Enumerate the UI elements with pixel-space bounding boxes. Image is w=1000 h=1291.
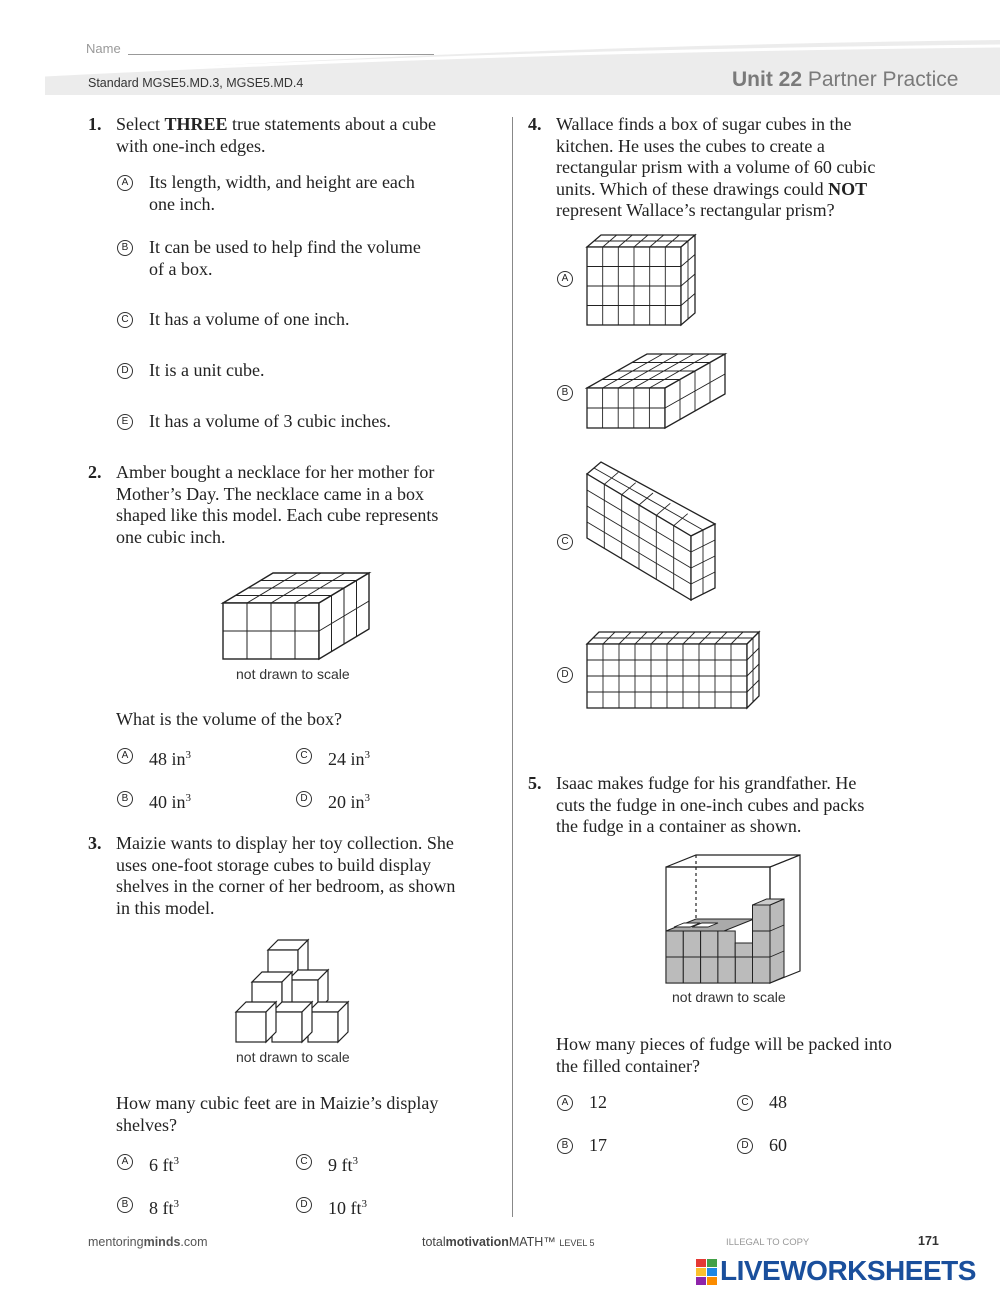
question-text: Maizie wants to display her toy collection. She uses one-foot storage cubes to build display shelves in the corner of her bedroom, as shown in this model.	[116, 833, 456, 918]
option-text: 10 $ft^3$	[328, 1198, 367, 1218]
option-letter-icon: A	[117, 1154, 133, 1170]
question-text: Isaac makes fudge for his grandfather. He cuts the fudge in one-inch cubes and packs the fudge in a container as shown.	[556, 773, 865, 836]
option-text: It has a volume of one inch.	[149, 309, 350, 329]
text-bold: THREE	[164, 114, 228, 134]
prism-d-image	[585, 630, 765, 712]
question-number: 5.	[528, 773, 542, 793]
box-model-image	[215, 565, 375, 665]
option-letter-icon: C	[117, 312, 133, 328]
option-text: 12	[589, 1092, 607, 1112]
text-part: true statements about a cube	[227, 114, 436, 134]
option-letter-icon: B	[557, 385, 573, 401]
prism-c-image	[585, 460, 720, 602]
page-number: 171	[918, 1234, 939, 1248]
question-number: 2.	[88, 462, 102, 482]
figure-caption: not drawn to scale	[672, 989, 786, 1005]
question-text: Wallace finds a box of sugar cubes in the kitchen. He uses the cubes to create a rectangular prism with a volume of 60 cubic units. Which of these drawings could NOT represent Wallace’s rectangular prism?	[556, 114, 876, 220]
footer-brand: totalmotivationMATH™ LEVEL 5	[422, 1235, 595, 1249]
option-text: Its length, width, and height are each one inch.	[149, 172, 415, 214]
name-field-line[interactable]	[128, 54, 434, 55]
option-text: 17	[589, 1135, 607, 1155]
option-letter-icon: C	[296, 748, 312, 764]
option-letter-icon: A	[557, 271, 573, 287]
option-text: 48	[769, 1092, 787, 1112]
q2-prompt: What is the volume of the box?	[116, 709, 342, 729]
question-number: 4.	[528, 114, 542, 134]
option-letter-icon: C	[296, 1154, 312, 1170]
question-text: Amber bought a necklace for her mother for Mother’s Day. The necklace came in a box shaped like this model. Each cube represents one cubic inch.	[116, 462, 439, 547]
name-label: Name	[86, 41, 121, 56]
question-text	[116, 114, 436, 157]
option-text: It can be used to help find the volume of a box.	[149, 237, 421, 279]
option-text: It has a volume of 3 cubic inches.	[149, 411, 391, 431]
option-text: 9 $ft^3$	[328, 1155, 358, 1175]
option-text: 8 $ft^3$	[149, 1198, 179, 1218]
logo-icon	[696, 1259, 718, 1285]
option-letter-icon: C	[737, 1095, 753, 1111]
prism-a-image	[585, 233, 700, 331]
option-letter-icon: D	[737, 1138, 753, 1154]
option-text: 20 $in^3$	[328, 792, 371, 812]
option-text: 60	[769, 1135, 787, 1155]
option-letter-icon: D	[117, 363, 133, 379]
q5-prompt: How many pieces of fudge will be packed into the filled container?	[556, 1034, 892, 1076]
text-part: Select	[116, 114, 165, 134]
option-text: 24 $in^3$	[328, 749, 371, 769]
option-letter-icon: D	[296, 1197, 312, 1213]
option-letter-icon: B	[117, 1197, 133, 1213]
option-letter-icon: D	[296, 791, 312, 807]
logo-text: LIVEWORKSHEETS	[720, 1255, 976, 1286]
figure-caption: not drawn to scale	[236, 666, 350, 682]
prism-b-image	[585, 352, 730, 432]
figure-caption: not drawn to scale	[236, 1049, 350, 1065]
option-text: 6 $ft^3$	[149, 1155, 179, 1175]
footer-site: mentoringminds.com	[88, 1235, 208, 1249]
liveworksheets-logo	[696, 1257, 996, 1287]
option-letter-icon: B	[117, 791, 133, 807]
column-divider	[512, 117, 513, 1217]
question-number: 3.	[88, 833, 102, 853]
option-letter-icon: C	[557, 534, 573, 550]
option-text: It is a unit cube.	[149, 360, 265, 380]
option-letter-icon: D	[557, 667, 573, 683]
option-letter-icon: A	[557, 1095, 573, 1111]
fudge-container-image	[660, 853, 805, 989]
q3-prompt: How many cubic feet are in Maizie’s display shelves?	[116, 1093, 439, 1135]
option-letter-icon: B	[117, 240, 133, 256]
unit-number: Unit 22	[732, 68, 803, 91]
option-letter-icon: A	[117, 175, 133, 191]
unit-title	[732, 68, 958, 92]
unit-subtitle: Partner Practice	[807, 68, 959, 91]
option-text: 40 $in^3$	[149, 792, 192, 812]
standard-label: Standard MGSE5.MD.3, MGSE5.MD.4	[88, 76, 304, 90]
text-part: with one-inch edges.	[116, 135, 266, 156]
stacked-cubes-image	[230, 936, 360, 1046]
footer-illegal: ILLEGAL TO COPY	[726, 1237, 810, 1248]
question-number: 1.	[88, 114, 102, 134]
option-letter-icon: B	[557, 1138, 573, 1154]
option-letter-icon: A	[117, 748, 133, 764]
option-letter-icon: E	[117, 414, 133, 430]
option-text: 48 $in^3$	[149, 749, 192, 769]
